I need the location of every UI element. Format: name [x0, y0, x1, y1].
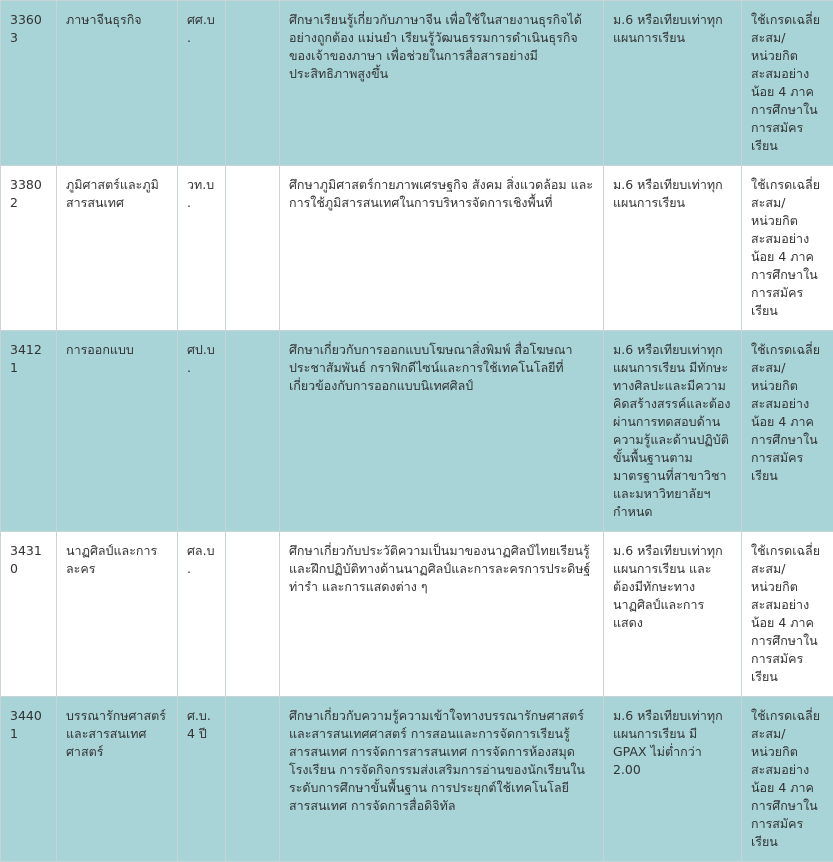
table-row [1, 697, 833, 862]
course-code: 34310 [1, 532, 57, 697]
table-row [1, 331, 833, 532]
qualification: ม.6 หรือเทียบเท่าทุกแผนการเรียน มี GPAX ไม่ต่ำกว่า 2.00 [604, 697, 742, 862]
course-description: ศึกษาเกี่ยวกับการออกแบบโฆษณาสิ่งพิมพ์ สื่อโฆษณาประชาสัมพันธ์ กราฟิกดีไซน์และการใช้เทคโนโลยีที่เกี่ยวข้องกับการออกแบบนิเทศศิลป์ [280, 331, 604, 532]
qualification: ม.6 หรือเทียบเท่าทุกแผนการเรียน และต้องมีทักษะทางนาฏศิลป์และการแสดง [604, 532, 742, 697]
degree-abbr: ศศ.บ. [178, 1, 226, 166]
course-name: นาฏศิลป์และการละคร [57, 532, 178, 697]
empty-cell [226, 532, 280, 697]
course-code: 34401 [1, 697, 57, 862]
course-code: 34121 [1, 331, 57, 532]
empty-cell [226, 166, 280, 331]
qualification: ม.6 หรือเทียบเท่าทุกแผนการเรียน มีทักษะทางศิลปะและมีความคิดสร้างสรรค์และต้องผ่านการทดสอบด้านความรู้และด้านปฏิบัติขั้นพื้นฐานตามมาตรฐานที่สาขาวิชาและมหาวิทยาลัยฯกำหนด [604, 331, 742, 532]
course-name: ภูมิศาสตร์และภูมิสารสนเทศ [57, 166, 178, 331]
admission-criteria: ใช้เกรดเฉลี่ยสะสม/หน่วยกิตสะสมอย่างน้อย 4 ภาคการศึกษาในการสมัครเรียน [742, 697, 833, 862]
course-name: บรรณารักษศาสตร์และสารสนเทศศาสตร์ [57, 697, 178, 862]
table-row [1, 532, 833, 697]
course-description: ศึกษาเรียนรู้เกี่ยวกับภาษาจีน เพื่อใช้ในสายงานธุรกิจได้อย่างถูกต้อง แม่นยำ เรียนรู้วัฒนธรรมการดำเนินธุรกิจของเจ้าของภาษา เพื่อช่วยในการสื่อสารอย่างมีประสิทธิภาพสูงขึ้น [280, 1, 604, 166]
admission-criteria: ใช้เกรดเฉลี่ยสะสม/หน่วยกิตสะสมอย่างน้อย 4 ภาคการศึกษาในการสมัครเรียน [742, 166, 833, 331]
course-code: 33603 [1, 1, 57, 166]
course-description: ศึกษาเกี่ยวกับประวัติความเป็นมาของนาฏศิลป์ไทยเรียนรู้และฝึกปฏิบัติทางด้านนาฏศิลป์และการละครการประดิษฐ์ท่ารำ และการแสดงต่าง ๆ [280, 532, 604, 697]
course-description: ศึกษาเกี่ยวกับความรู้ความเข้าใจทางบรรณารักษศาสตร์และสารสนเทศศาสตร์ การสอนและการจัดการเรียนรู้สารสนเทศ การจัดการสารสนเทศ การจัดการห้องสมุดโรงเรียน การจัดกิจกรรมส่งเสริมการอ่านของนักเรียนในระดับการศึกษาขั้นพื้นฐาน การประยุกต์ใช้เทคโนโลยีสารสนเทศ การจัดการสื่อดิจิทัล [280, 697, 604, 862]
degree-abbr: วท.บ. [178, 166, 226, 331]
qualification: ม.6 หรือเทียบเท่าทุกแผนการเรียน [604, 166, 742, 331]
table-row [1, 1, 833, 166]
empty-cell [226, 1, 280, 166]
course-name: การออกแบบ [57, 331, 178, 532]
empty-cell [226, 697, 280, 862]
qualification: ม.6 หรือเทียบเท่าทุกแผนการเรียน [604, 1, 742, 166]
degree-abbr: ศล.บ. [178, 532, 226, 697]
admission-criteria: ใช้เกรดเฉลี่ยสะสม/หน่วยกิตสะสมอย่างน้อย 4 ภาคการศึกษาในการสมัครเรียน [742, 331, 833, 532]
admission-criteria: ใช้เกรดเฉลี่ยสะสม/หน่วยกิตสะสมอย่างน้อย 4 ภาคการศึกษาในการสมัครเรียน [742, 532, 833, 697]
table-row [1, 166, 833, 331]
degree-abbr: ศป.บ. [178, 331, 226, 532]
course-name: ภาษาจีนธุรกิจ [57, 1, 178, 166]
degree-abbr: ศ.บ.4 ปี [178, 697, 226, 862]
course-code: 33802 [1, 166, 57, 331]
empty-cell [226, 331, 280, 532]
admission-criteria: ใช้เกรดเฉลี่ยสะสม/หน่วยกิตสะสมอย่างน้อย 4 ภาคการศึกษาในการสมัครเรียน [742, 1, 833, 166]
course-description: ศึกษาภูมิศาสตร์กายภาพเศรษฐกิจ สังคม สิ่งแวดล้อม และการใช้ภูมิสารสนเทศในการบริหารจัดการเชิงพื้นที่ [280, 166, 604, 331]
